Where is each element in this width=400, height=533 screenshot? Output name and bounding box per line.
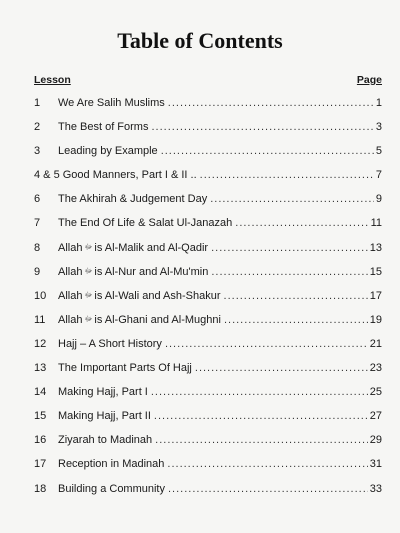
toc-header [34,74,382,88]
dot-leader [161,143,374,159]
toc-row [34,336,382,360]
dot-leader [210,191,374,207]
lesson-number: 17 [34,458,47,471]
lesson-column-header: Lesson [34,74,71,86]
toc-row [34,408,382,432]
page-number: 7 [375,169,382,182]
lesson-title [34,167,200,183]
toc-entry [58,336,382,352]
lesson-title-text: Making Hajj, Part I [58,386,148,399]
lesson-title-text: Ziyarah to Madinah [58,434,153,447]
arabic-honorific-glyph: ﷻ [84,267,93,275]
page-number: 21 [369,337,382,350]
toc-entry [58,456,382,472]
dot-leader [235,215,368,231]
lesson-title-text: Leading by Example [58,145,158,158]
lesson-title [58,215,235,231]
lesson-number: 13 [34,362,47,375]
dot-leader [154,408,368,424]
lesson-title-text: Allah [58,313,83,326]
toc-entry [58,384,382,400]
toc-entry [58,143,382,159]
toc-entry [34,167,382,183]
dot-leader [211,240,368,256]
arabic-honorific-glyph: ﷻ [84,243,93,251]
lesson-title-text: Allah [58,241,83,254]
lesson-title [58,95,168,111]
lesson-title-text: Reception in Madinah [58,458,165,471]
lesson-number: 6 [34,193,41,206]
page-number: 33 [369,482,382,495]
dot-leader [165,336,368,352]
page-number: 19 [369,313,382,326]
toc-entry [58,312,382,328]
lesson-title-text: Making Hajj, Part II [58,410,151,423]
lesson-title-text: The Akhirah & Judgement Day [58,193,208,206]
lesson-title-text: The Best of Forms [58,121,149,134]
page-title: Table of Contents [117,28,283,53]
lesson-title [58,360,195,376]
page-number: 27 [369,410,382,423]
page-number: 23 [369,362,382,375]
toc-row [34,360,382,384]
lesson-number: 9 [34,265,41,278]
lesson-title-text-suffix: is Al-Nur and Al-Mu'min [94,265,209,278]
toc-row [34,384,382,408]
toc-row [34,481,382,505]
lesson-title-text: Allah [58,265,83,278]
toc-row [34,119,382,143]
lesson-number: 8 [34,241,41,254]
lesson-title [58,119,151,135]
toc-entry [58,119,382,135]
lesson-number: 11 [34,313,46,326]
lesson-title [58,312,224,328]
lesson-title-text-suffix: is Al-Wali and Ash-Shakur [94,289,221,302]
lesson-number: 14 [34,386,47,399]
lesson-title-text-suffix: is Al-Malik and Al-Qadir [94,241,209,254]
dot-leader [195,360,368,376]
dot-leader [151,384,368,400]
lesson-number: 3 [34,145,41,158]
dot-leader [167,456,367,472]
dot-leader [224,312,368,328]
lesson-number: 7 [34,217,41,230]
lesson-title [58,408,154,424]
toc-row [34,288,382,312]
lesson-title [58,264,211,280]
page-number: 9 [375,193,382,206]
lesson-number: 1 [34,97,41,109]
toc-row [34,264,382,288]
lesson-title [58,432,155,448]
toc-entry [58,191,382,207]
lesson-title-text: The End Of Life & Salat Ul-Janazah [58,217,233,230]
toc-entry [58,408,382,424]
lesson-title [58,384,151,400]
lesson-title-text: 4 & 5 Good Manners, Part I & II .. [34,169,197,182]
toc-entry [58,288,382,304]
lesson-title [58,143,161,159]
page-number: 29 [369,434,382,447]
lesson-title [58,240,211,256]
toc-row [34,95,382,119]
lesson-number: 15 [34,410,47,423]
lesson-title-text-suffix: is Al-Ghani and Al-Mughni [94,313,221,326]
page-number: 1 [375,97,382,109]
lesson-title-text: The Important Parts Of Hajj [58,362,192,375]
arabic-honorific-glyph: ﷻ [84,315,93,323]
toc-row [34,143,382,167]
toc-row [34,215,382,239]
toc-row [34,312,382,336]
toc-list [34,95,382,505]
page-number: 15 [369,265,382,278]
page-number: 3 [375,121,382,134]
page-number: 5 [375,145,382,158]
arabic-honorific-glyph: ﷻ [84,291,93,299]
lesson-title-text: Hajj – A Short History [58,337,162,350]
page-column-header: Page [356,74,382,86]
dot-leader [151,119,373,135]
lesson-title-text: Building a Community [58,482,165,495]
dot-leader [224,288,368,304]
toc-entry [58,360,382,376]
dot-leader [168,481,368,497]
lesson-number: 10 [34,289,47,302]
toc-entry [58,240,382,256]
toc-row [34,191,382,215]
toc-entry [58,481,382,497]
page-number: 31 [369,458,382,471]
toc-entry [58,95,382,111]
lesson-title-text: We Are Salih Muslims [58,97,165,109]
lesson-number: 16 [34,434,47,447]
lesson-number: 18 [34,482,47,495]
lesson-title-text: Allah [58,289,83,302]
page-number: 25 [369,386,382,399]
lesson-number: 12 [34,337,47,350]
toc-row [34,432,382,456]
lesson-title [58,336,165,352]
lesson-title [58,456,167,472]
lesson-title [58,481,168,497]
lesson-number: 2 [34,121,41,134]
dot-leader [211,264,367,280]
page-number: 17 [369,289,382,302]
lesson-title [58,191,210,207]
toc-entry [58,215,382,231]
page-number: 11 [370,217,382,230]
dot-leader [168,95,374,111]
toc-entry [58,432,382,448]
toc-row [34,167,382,191]
dot-leader [200,167,374,183]
dot-leader [155,432,368,448]
toc-row [34,240,382,264]
page-number: 13 [369,241,382,254]
toc-row [34,456,382,480]
toc-entry [58,264,382,280]
lesson-title [58,288,224,304]
